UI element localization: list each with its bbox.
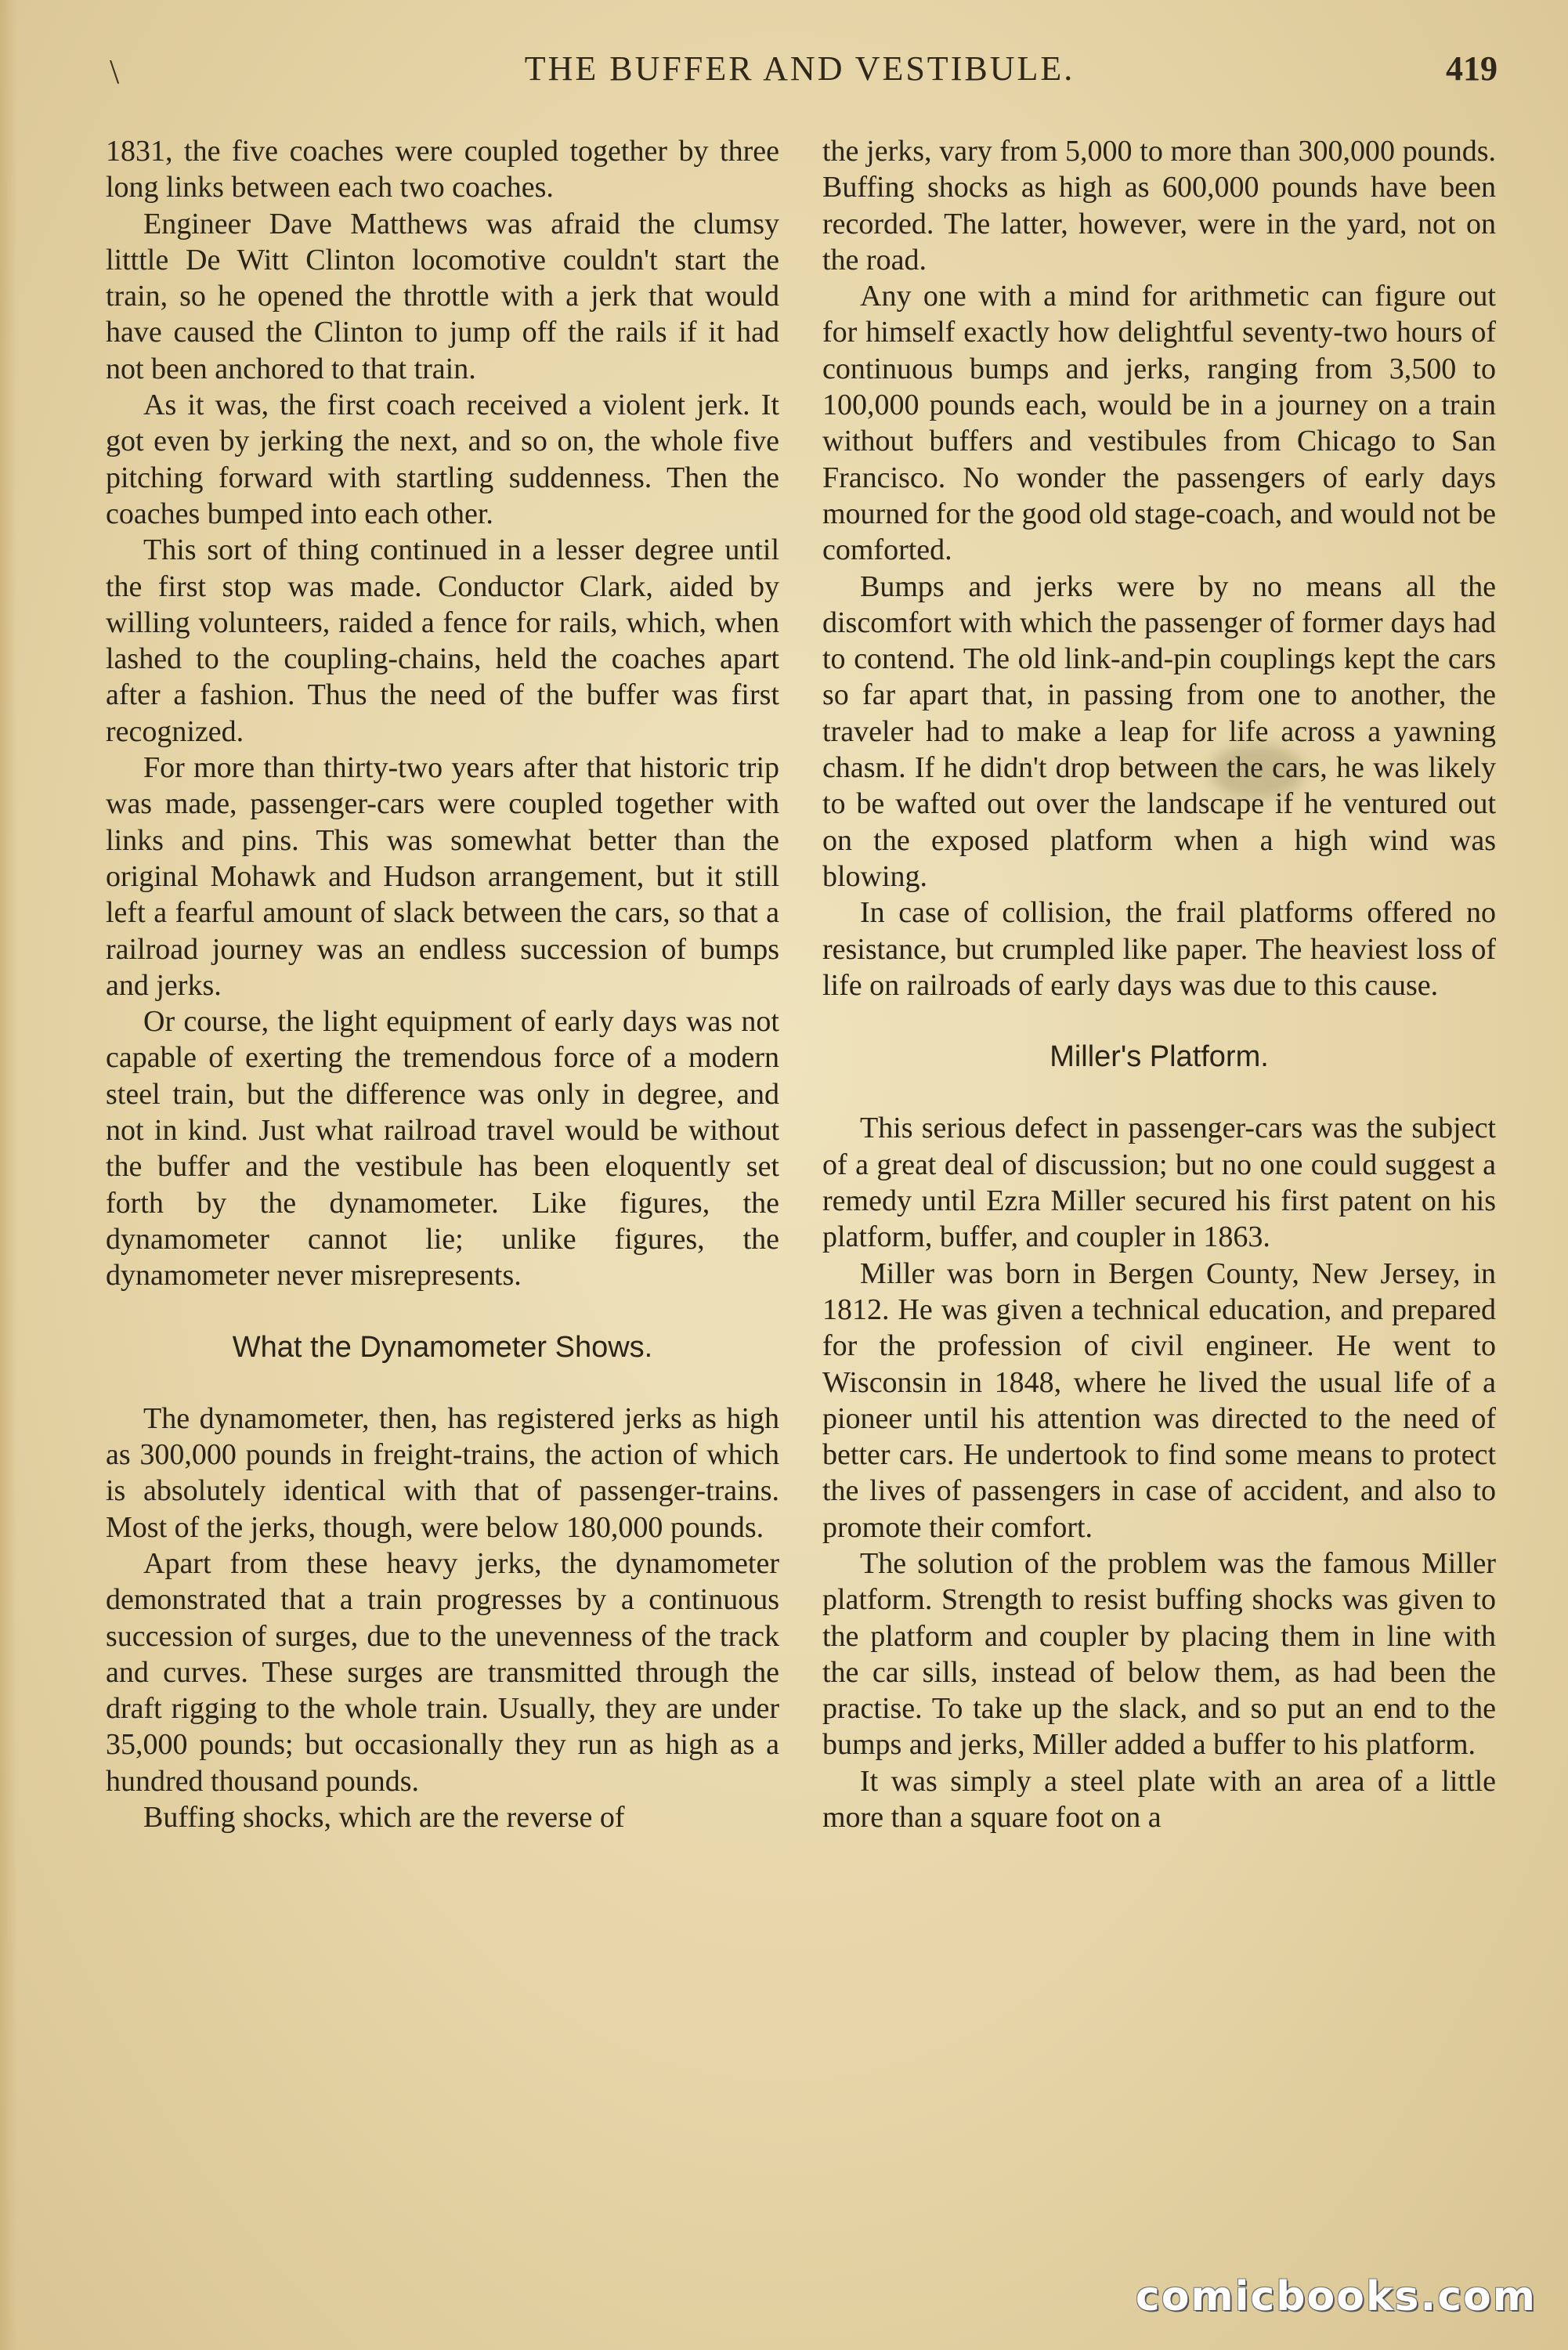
paragraph: It was simply a steel plate with an area of a little more than a square foot on a	[822, 1764, 1496, 1835]
paragraph: Any one with a mind for arithmetic can figure out for himself exactly how delightful seventy-two hours of continuous bumps and jerks, ranging from 3,500 to 100,000 pounds each, would be in a journey on a train without buffers and vestibules from Chicago to San Francisco. No wonder the passengers of early days mourned for the good old stage-coach, and would not be comforted.	[822, 280, 1496, 567]
page-header	[94, 49, 1505, 103]
page-number: 419	[1446, 49, 1498, 88]
section-heading: Miller's Platform.	[1050, 1040, 1269, 1074]
site-watermark: comicbooks.com	[1135, 2273, 1537, 2320]
paragraph: In case of collision, the frail platforms offered no resistance, but crumpled like paper. The heaviest loss of life on railroads of early days was due to this cause.	[822, 896, 1496, 1002]
page-edge-shadow	[0, 0, 17, 2350]
header-mark: \	[110, 52, 120, 91]
paragraph: Miller was born in Bergen County, New Jersey, in 1812. He was given a technical education, and prepared for the profession of civil engineer. He went to Wisconsin in 1848, where he lived the usual life of a pioneer until his attention was directed to the need of better cars. He undertook to find some means to protect the lives of passengers in case of accident, and also to promote their comfort.	[822, 1256, 1496, 1544]
paragraph: This serious defect in passenger-cars was the subject of a great deal of discussion; but no one could suggest a remedy until Ezra Miller secured his first patent on his platform, buffer, and coupler in 1863.	[822, 1112, 1496, 1254]
paragraph: This sort of thing continued in a lesser degree until the first stop was made. Conductor Clark, aided by willing volunteers, raided a fence for rails, which, when lashed to the coupling-chains, held the coaches apart after a fashion. Thus the need of the buffer was first recognized.	[106, 533, 779, 748]
paragraph: the jerks, vary from 5,000 to more than 300,000 pounds. Buffing shocks as high as 600,000 pounds have been recorded. The latter, however, were in the yard, not on the road.	[822, 135, 1496, 277]
paragraph: 1831, the five coaches were coupled together by three long links between each two coaches.	[106, 135, 779, 204]
paragraph: Engineer Dave Matthews was afraid the clumsy litttle De Witt Clinton locomotive couldn't start the train, so he opened the throttle with a jerk that would have caused the Clinton to jump off the rails if it had not been anchored to that train.	[106, 207, 779, 385]
paragraph: As it was, the first coach received a violent jerk. It got even by jerking the next, and so on, the whole five pitching forward with startling suddenness. Then the coaches bumped into each other.	[106, 389, 779, 530]
paragraph: Bumps and jerks were by no means all the discomfort with which the passenger of former days had to contend. The old link-and-pin couplings kept the cars so far apart that, in passing from one to another, the traveler had to make a leap for life across a yawning chasm. If he didn't drop between the cars, he was likely to be wafted out over the landscape if he ventured out on the exposed platform when a high wind was blowing.	[822, 569, 1496, 893]
paragraph: Buffing shocks, which are the reverse of	[143, 1801, 625, 1835]
paragraph: The dynamometer, then, has registered jerks as high as 300,000 pounds in freight-trains, the action of which is absolutely identical with that of passenger-trains. Most of the jerks, though, were below 180,000 pounds.	[106, 1401, 779, 1544]
paragraph: Or course, the light equipment of early days was not capable of exerting the tremendous force of a modern steel train, but the difference was only in degree, and not in kind. Just what railroad travel would be without the buffer and the vestibule has been eloquently set forth by the dynamometer. Like figures, the dynamometer cannot lie; unlike figures, the dynamometer never misrepresents.	[106, 1005, 779, 1292]
right-column	[822, 133, 1496, 1835]
paragraph: The solution of the problem was the famous Miller platform. Strength to resist buffing shocks was given to the platform and coupler by placing them in line with the car sills, instead of below them, as had been the practise. To take up the slack, and so put an end to the bumps and jerks, Miller added a buffer to his platform.	[822, 1546, 1496, 1762]
left-column	[106, 133, 779, 1835]
section-heading: What the Dynamometer Shows.	[232, 1330, 653, 1364]
running-title: THE BUFFER AND VESTIBULE.	[524, 49, 1075, 88]
paragraph: Apart from these heavy jerks, the dynamometer demonstrated that a train progresses by a continuous succession of surges, due to the unevenness of the track and curves. These surges are transmitted through the draft rigging to the whole train. Usually, they are under 35,000 pounds; but occasionally they run as high as a hundred thousand pounds.	[106, 1546, 779, 1798]
paragraph: For more than thirty-two years after that historic trip was made, passenger-cars were coupled together with links and pins. This was somewhat better than the original Mohawk and Hudson arrangement, but it still left a fearful amount of slack between the cars, so that a railroad journey was an endless succession of bumps and jerks.	[106, 751, 779, 1002]
